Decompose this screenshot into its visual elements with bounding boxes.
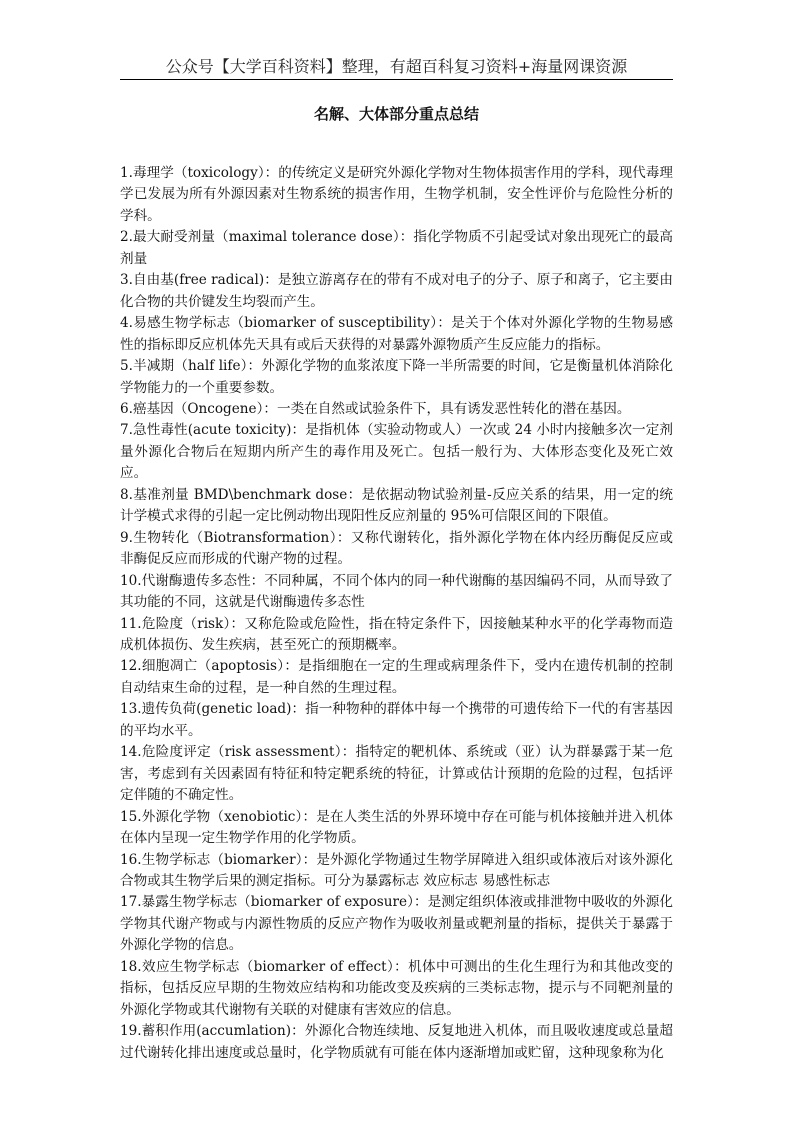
definition-item: 6.癌基因（Oncogene）：一类在自然或试验条件下，具有诱发恶性转化的潜在基因。 (120, 400, 631, 417)
definition-item: 9.生物转化（Biotransformation）：又称代谢转化，指外源化学物在体内经历酶促反应或非酶促反应而形成的代谢产物的过程。 (120, 529, 673, 568)
definition-item: 19.蓄积作用(accumlation)：外源化合物连续地、反复地进入机体，而且吸收速度或总量超过代谢转化排出速度或总量时，化学物质就有可能在体内逐渐增加或贮留，这种现象称为化 (120, 1023, 673, 1061)
definition-item: 2.最大耐受剂量（maximal tolerance dose）：指化学物质不引起受试对象出现死亡的最高剂量 (120, 229, 673, 267)
header-rule (120, 79, 673, 80)
definition-item: 18.效应生物学标志（biomarker of effect）：机体中可测出的生化生理行为和其他改变的指标，包括反应早期的生物效应结构和功能改变及疾病的三类标志物，提示与不同靶剂量的外源化学物或其代谢物有关联的对健康有害效应的信息。 (120, 958, 673, 1018)
definition-item: 5.半减期（half life）：外源化学物的血浆浓度下降一半所需要的时间，它是衡量机体消除化学物能力的一个重要参数。 (120, 358, 673, 396)
definition-item: 16.生物学标志（biomarker）：是外源化学物通过生物学屏障进入组织或体液后对该外源化合物或其生物学后果的测定指标。可分为暴露标志 效应标志 易感性标志 (120, 851, 673, 889)
definition-item: 1.毒理学（toxicology）：的传统定义是研究外源化学物对生物体损害作用的学科，现代毒理学已发展为所有外源因素对生物系统的损害作用，生物学机制，安全性评价与危险性分析的学科。 (120, 165, 673, 224)
definition-item: 4.易感生物学标志（biomarker of susceptibility）：是关于个体对外源化学物的生物易感性的指标即反应机体先天具有或后天获得的对暴露外源物质产生反应能力的指标。 (120, 315, 673, 353)
page-header: 公众号【大学百科资料】整理，有超百科复习资料+海量网课资源 (165, 57, 628, 76)
definition-item: 11.危险度（risk）：又称危险或危险性，指在特定条件下，因接触某种水平的化学毒物而造成机体损伤、发生疾病，甚至死亡的预期概率。 (120, 615, 673, 653)
definition-item: 10.代谢酶遗传多态性：不同种属，不同个体内的同一种代谢酶的基因编码不同，从而导致了其功能的不同，这就是代谢酶遗传多态性 (120, 572, 673, 611)
definition-item: 12.细胞凋亡（apoptosis）：是指细胞在一定的生理或病理条件下，受内在遗传机制的控制自动结束生命的过程，是一种自然的生理过程。 (120, 658, 673, 696)
definition-item: 14.危险度评定（risk assessment）：指特定的靶机体、系统或（亚）认为群暴露于某一危害，考虑到有关因素固有特征和特定靶系统的特征，计算或估计预期的危险的过程，包括评定伴随的不确定性。 (120, 744, 673, 804)
definition-item: 17.暴露生物学标志（biomarker of exposure）：是测定组织体液或排泄物中吸收的外源化学物其代谢产物或与内源性物质的反应产物作为吸收剂量或靶剂量的指标，提供关于暴露于外源化学物的信息。 (120, 894, 673, 954)
definition-item: 7.急性毒性(acute toxicity)：是指机体（实验动物或人）一次或 24 小时内接触多次一定剂量外源化合物后在短期内所产生的毒作用及死亡。包括一般行为、大体形态变化及死亡效应。 (120, 422, 673, 482)
definition-item: 13.遗传负荷(genetic load)：指一种物种的群体中每一个携带的可遗传给下一代的有害基因的平均水平。 (120, 701, 673, 739)
definition-item: 3.自由基(free radical)：是独立游离存在的带有不成对电子的分子、原子和离子，它主要由化合物的共价键发生均裂而产生。 (120, 272, 673, 310)
definition-item: 15.外源化学物（xenobiotic）：是在人类生活的外界环境中存在可能与机体接触并进入机体在体内呈现一定生物学作用的化学物质。 (120, 808, 673, 847)
document-body (120, 163, 673, 1064)
document-title: 名解、大体部分重点总结 (313, 105, 479, 123)
definition-item: 8.基准剂量 BMD\benchmark dose：是依据动物试验剂量-反应关系的结果，用一定的统计学模式求得的引起一定比例动物出现阳性反应剂量的 95%可信限区间的下限值。 (120, 486, 673, 525)
